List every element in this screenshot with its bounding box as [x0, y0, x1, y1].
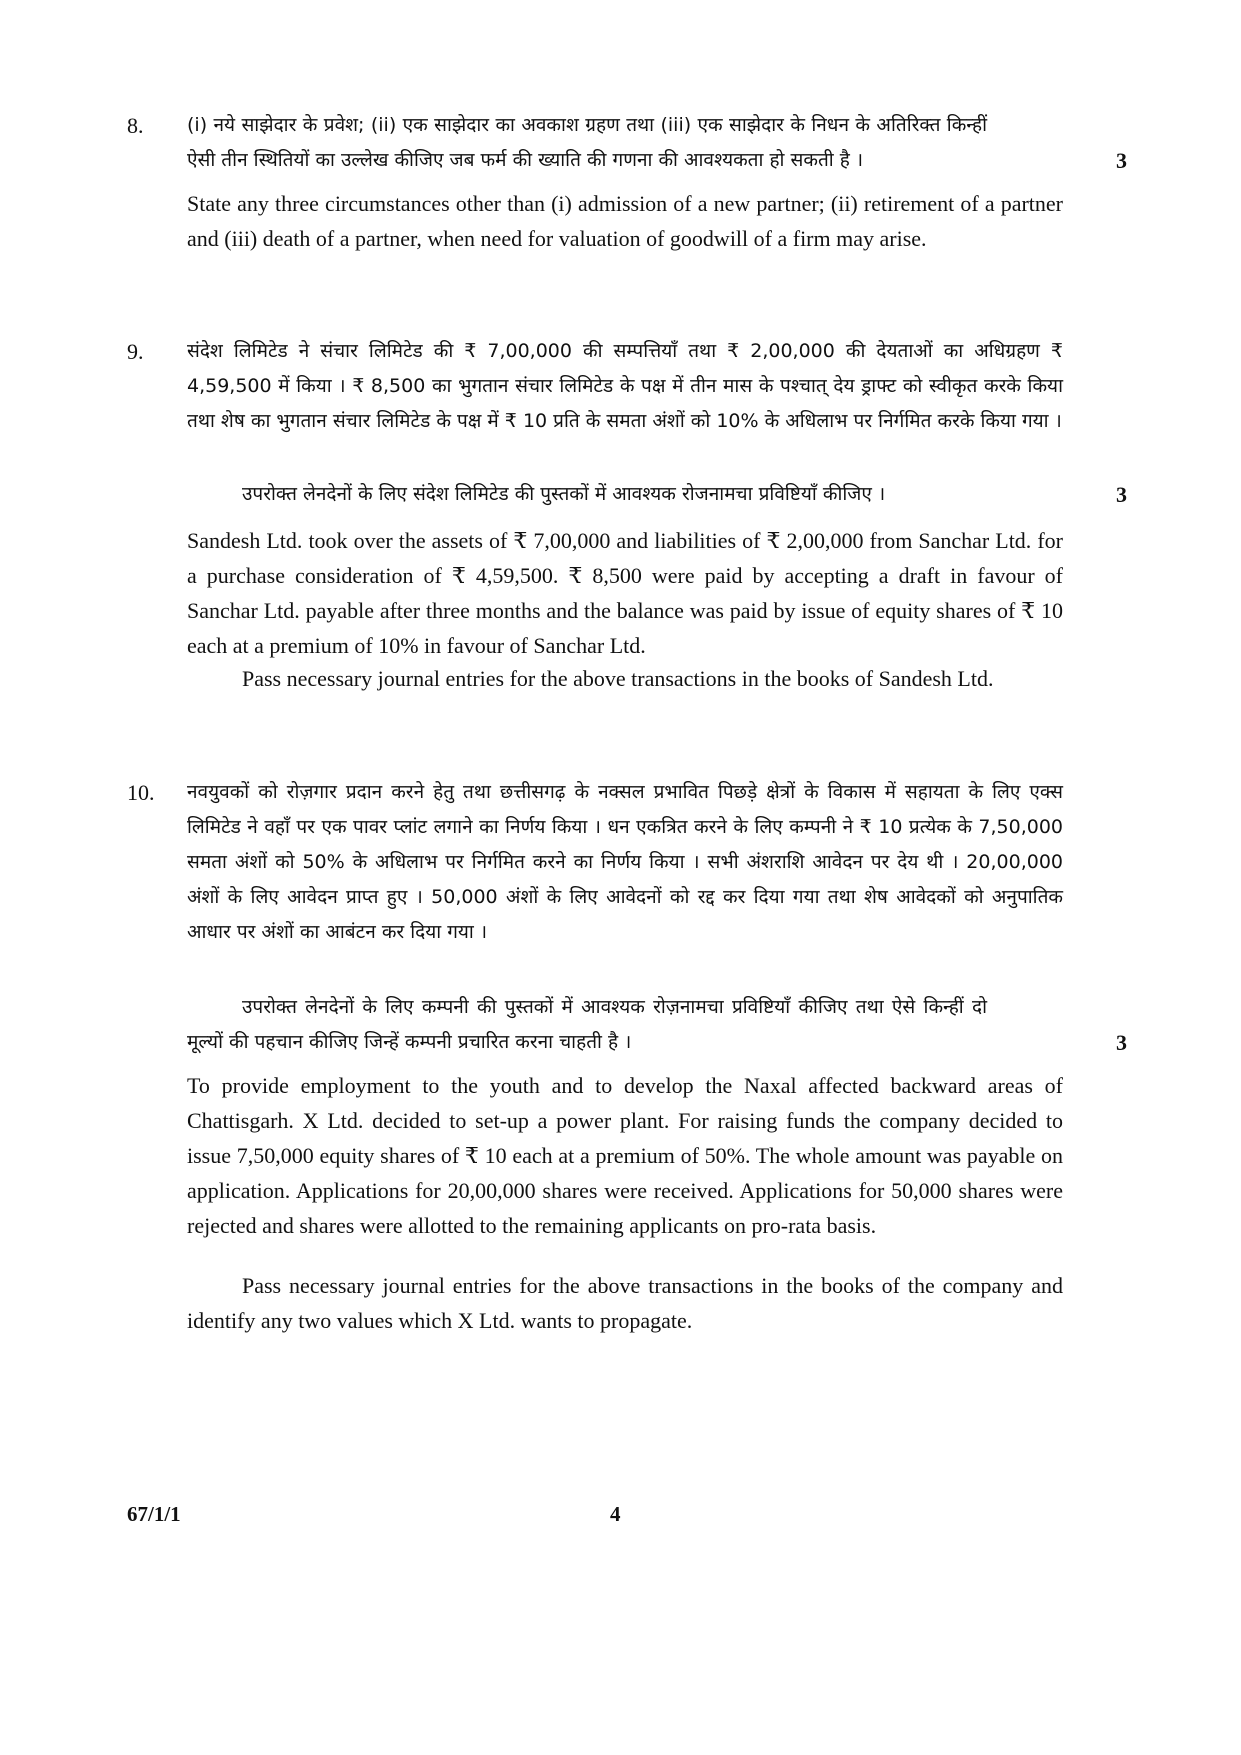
question-number: 10. [127, 780, 155, 805]
question-number: 9. [127, 339, 144, 364]
question-hindi-block [187, 108, 987, 178]
question-hindi-text: संदेश लिमिटेड ने संचार लिमिटेड की ₹ 7,00,000 की सम्पत्तियाँ तथा ₹ 2,00,000 की देयताओं का अधिग्रहण ₹ 4,59,500 में किया । ₹ 8,500 का भुगतान संचार लिमिटेड के पक्ष में तीन मास के पश्चात् देय ड्राफ्ट को स्वीकृत करके किया तथा शेष का भुगतान संचार लिमिटेड के पक्ष में ₹ 10 प्रति के समता अंशों को 10% के अधिलाभ पर निर्गमित करके किया गया । [187, 340, 1063, 432]
question-english-text: State any three circumstances other than (i) admission of a new partner; (ii) retirement of a partner and (iii) death of a partner, when need for valuation of goodwill of a firm may arise. [187, 191, 1063, 251]
marks: 3 [1116, 148, 1127, 173]
question-hindi-block [187, 334, 1063, 439]
question-english-text: Sandesh Ltd. took over the assets of ₹ 7,00,000 and liabilities of ₹ 2,00,000 from Sanchar Ltd. for a purchase consideration of ₹ 4,59,500. ₹ 8,500 were paid by accepting a draft in favour of Sanchar Ltd. payable after three months and the balance was paid by issue of equity shares of ₹ 10 each at a premium of 10% in favour of Sanchar Ltd. [187, 528, 1063, 658]
question-english-instruction-block [187, 661, 1063, 696]
question-english-block [187, 1068, 1063, 1243]
question-english-instruction-block [187, 1268, 1063, 1338]
page-number: 4 [610, 1502, 621, 1526]
question-english-instruction: Pass necessary journal entries for the above transactions in the books of Sandesh Ltd. [242, 666, 994, 691]
question-hindi-text: नवयुवकों को रोज़गार प्रदान करने हेतु तथा छत्तीसगढ़ के नक्सल प्रभावित पिछड़े क्षेत्रों के विकास में सहायता के लिए एक्स लिमिटेड ने वहाँ पर एक पावर प्लांट लगाने का निर्णय किया । धन एकत्रित करने के लिए कम्पनी ने ₹ 10 प्रत्येक के 7,50,000 समता अंशों को 50% के अधिलाभ पर निर्गमित करने का निर्णय किया । सभी अंशराशि आवेदन पर देय थी । 20,00,000 अंशों के लिए आवेदन प्राप्त हुए । 50,000 अंशों के लिए आवेदनों को रद्द कर दिया गया तथा शेष आवेदकों को अनुपातिक आधार पर अंशों का आबंटन कर दिया गया । [187, 781, 1063, 943]
question-hindi-instruction-block [187, 990, 987, 1060]
question-number: 8. [127, 113, 144, 138]
question-hindi-instruction: उपरोक्त लेनदेनों के लिए कम्पनी की पुस्तकों में आवश्यक रोज़नामचा प्रविष्टियाँ कीजिए तथा ऐसे किन्हीं दो मूल्यों की पहचान कीजिए जिन्हें कम्पनी प्रचारित करना चाहती है । [187, 996, 987, 1053]
question-english-block [187, 523, 1063, 663]
marks: 3 [1116, 1030, 1127, 1055]
question-english-text: To provide employment to the youth and to develop the Naxal affected backward areas of Chattisgarh. X Ltd. decided to set-up a power plant. For raising funds the company decided to issue 7,50,000 equity shares of ₹ 10 each at a premium of 50%. The whole amount was payable on application. Applications for 20,00,000 shares were received. Applications for 50,000 shares were rejected and shares were allotted to the remaining applicants on pro-rata basis. [187, 1073, 1063, 1238]
question-english-block [187, 186, 1063, 256]
paper-code: 67/1/1 [127, 1502, 181, 1526]
question-hindi-block [187, 775, 1063, 950]
question-hindi-text: (i) नये साझेदार के प्रवेश; (ii) एक साझेदार का अवकाश ग्रहण तथा (iii) एक साझेदार के निधन के अतिरिक्त किन्हीं ऐसी तीन स्थितियों का उल्लेख कीजिए जब फर्म की ख्याति की गणना की आवश्यकता हो सकती है । [187, 114, 987, 171]
question-english-instruction: Pass necessary journal entries for the above transactions in the books of the company and identify any two values which X Ltd. wants to propagate. [187, 1273, 1063, 1333]
question-hindi-instruction-block [187, 477, 987, 512]
marks: 3 [1116, 482, 1127, 507]
question-hindi-instruction: उपरोक्त लेनदेनों के लिए संदेश लिमिटेड की पुस्तकों में आवश्यक रोजनामचा प्रविष्टियाँ कीजिए । [242, 483, 886, 505]
